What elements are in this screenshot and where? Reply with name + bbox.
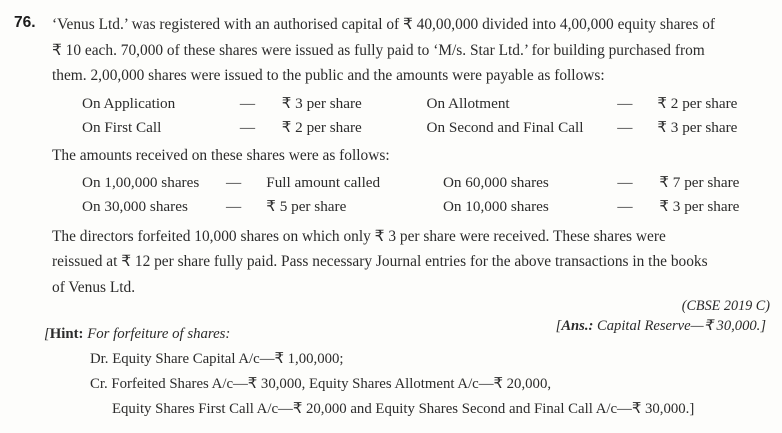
hint-header	[44, 322, 744, 347]
payable-left-dash-1: —	[239, 94, 256, 112]
table-row	[82, 116, 772, 141]
payable-right-dash-1: —	[617, 94, 633, 112]
question-number: 76.	[14, 14, 36, 31]
received-right-amount-2: ₹ 3 per share	[659, 198, 740, 215]
payable-left-dash-2: —	[239, 119, 256, 136]
intro-line-3: them. 2,00,000 shares were issued to the public and the amounts were payable as follows:	[52, 67, 605, 84]
payable-right-amount-2: ₹ 3 per share	[657, 119, 738, 136]
payable-left-amount-1: ₹ 3 per share	[281, 94, 362, 112]
received-right-label-2: On 10,000 shares	[442, 198, 549, 215]
payable-left-amount-2: ₹ 2 per share	[281, 119, 362, 136]
received-left-label-1: On 1,00,000 shares	[82, 173, 200, 191]
received-left-amount-2: ₹ 5 per share	[266, 198, 347, 215]
answer-open-bracket: [	[555, 318, 562, 334]
hint-intro: For forfeiture of shares:	[87, 326, 231, 342]
received-right-dash-2: —	[617, 198, 633, 215]
source-reference: (CBSE 2019 C)	[681, 298, 770, 314]
received-right-dash-1: —	[617, 173, 633, 191]
hint-label: Hint:	[49, 326, 84, 342]
table-row	[82, 195, 772, 220]
payable-right-label-2: On Second and Final Call	[426, 119, 584, 136]
payable-right-dash-2: —	[617, 119, 633, 136]
question-body	[52, 12, 772, 335]
payable-left-label-1: On Application	[82, 94, 176, 112]
amounts-received-lead: The amounts received on these shares were as follows:	[52, 146, 390, 164]
amounts-received-table	[82, 171, 772, 220]
closing-line-2: reissued at ₹ 12 per share fully paid. Pass necessary Journal entries for the above transactions in the books	[52, 253, 708, 270]
intro-line-1: ‘Venus Ltd.’ was registered with an authorised capital of ₹ 40,00,000 divided into 4,00,000 equity shares of	[52, 16, 716, 33]
received-right-amount-1: ₹ 7 per share	[659, 173, 740, 191]
closing-line-3: of Venus Ltd.	[52, 278, 136, 296]
hint-line-2: Cr. Forfeited Shares A/c—₹ 30,000, Equity Shares Allotment A/c—₹ 20,000,	[90, 376, 552, 392]
intro-line-2: ₹ 10 each. 70,000 of these shares were issued as fully paid to ‘M/s. Star Ltd.’ for building purchased from	[52, 41, 705, 59]
answer-text: Capital Reserve—₹ 30,000.]	[593, 318, 766, 334]
hint-line-1: Dr. Equity Share Capital A/c—₹ 1,00,000;	[90, 351, 344, 367]
payable-right-label-1: On Allotment	[426, 94, 510, 112]
received-left-dash-1: —	[225, 173, 242, 191]
hint-line-3: Equity Shares First Call A/c—₹ 20,000 and Equity Shares Second and Final Call A/c—₹ 30,000.]	[112, 401, 695, 417]
closing-line-1: The directors forfeited 10,000 shares on which only ₹ 3 per share were received. These shares were	[52, 227, 666, 245]
payable-left-label-2: On First Call	[82, 119, 162, 136]
table-row	[82, 92, 772, 117]
hint-open-bracket: [	[44, 326, 50, 342]
table-row	[82, 171, 772, 196]
answer-label: Ans.:	[561, 318, 594, 334]
amounts-payable-table	[82, 92, 772, 141]
received-left-dash-2: —	[225, 198, 242, 215]
received-left-label-2: On 30,000 shares	[82, 198, 188, 215]
received-left-amount-1: Full amount called	[266, 173, 381, 191]
received-right-label-1: On 60,000 shares	[442, 173, 549, 191]
payable-right-amount-1: ₹ 2 per share	[657, 94, 738, 112]
question-intro-paragraph	[52, 12, 772, 89]
question-closing-paragraph	[52, 224, 772, 301]
hint-block	[44, 322, 744, 422]
